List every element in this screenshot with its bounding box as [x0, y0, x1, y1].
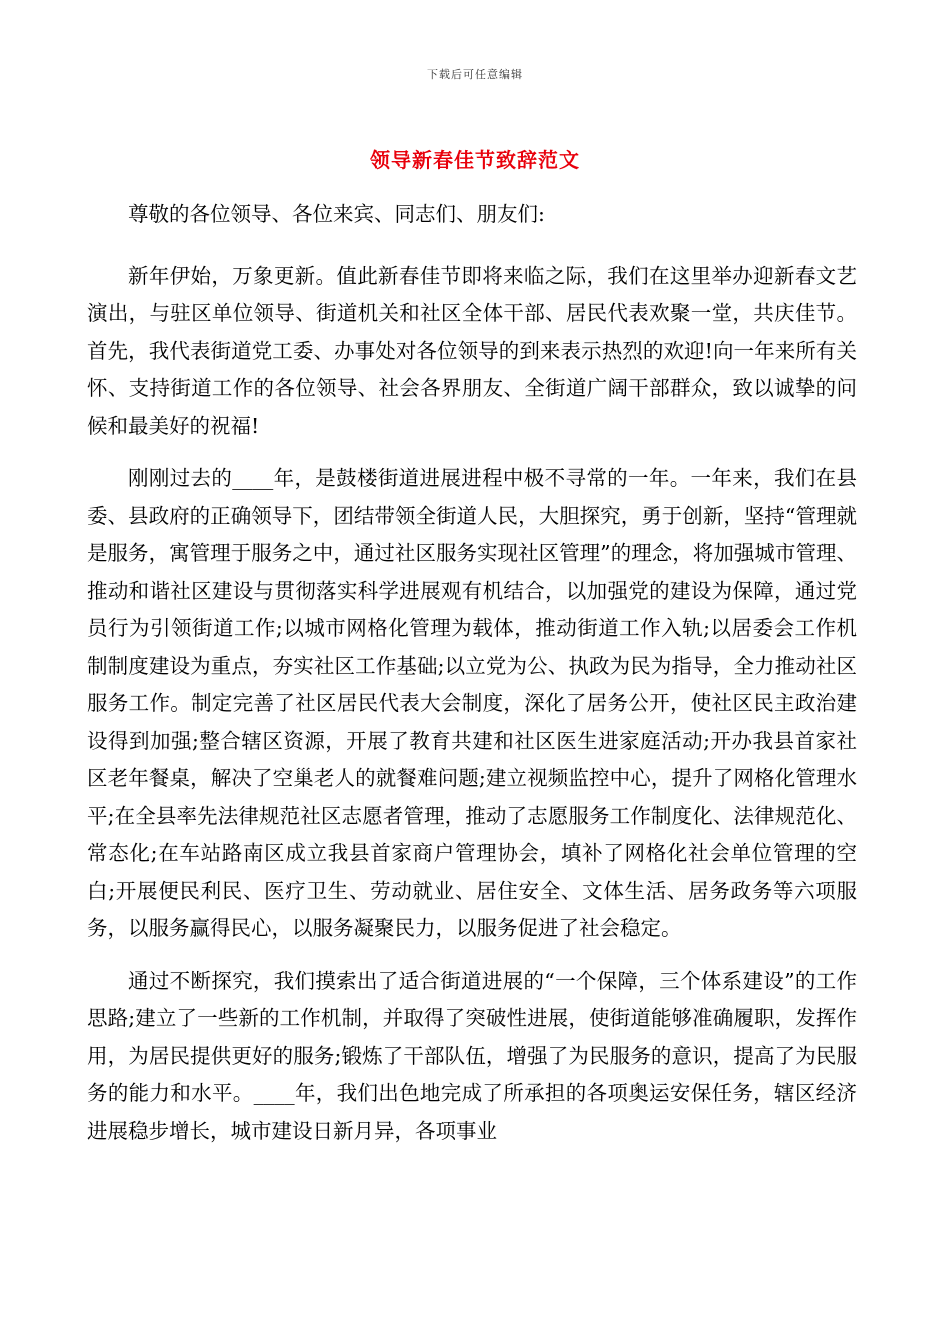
paragraph-greeting: 新年伊始，万象更新。值此新春佳节即将来临之际，我们在这里举办迎新春文艺演出，与驻区单位领导、街道机关和社区全体干部、居民代表欢聚一堂，共庆佳节。首先，我代表街道党工委、办事处对各位领导的到来表示热烈的欢迎!向一年来所有关怀、支持街道工作的各位领导、社会各界朋友、全街道广阔干部群众，致以诚挚的问候和最美好的祝福!: [87, 263, 857, 438]
document-title: 领导新春佳节致辞范文: [370, 148, 580, 172]
paragraph-achievements: 刚刚过去的____年，是鼓楼街道进展进程中极不寻常的一年。一年来，我们在县委、县政府的正确领导下，团结带领全街道人民，大胆探究，勇于创新，坚持“管理就是服务，寓管理于服务之中，通过社区服务实现社区管理”的理念，将加强城市管理、推动和谐社区建设与贯彻落实科学进展观有机结合，以加强党的建设为保障，通过党员行为引领街道工作;以城市网格化管理为载体，推动街道工作入轨;以居委会工作机制制度建设为重点，夯实社区工作基础;以立党为公、执政为民为指导，全力推动社区服务工作。制定完善了社区居民代表大会制度，深化了居务公开，使社区民主政治建设得到加强;整合辖区资源，开展了教育共建和社区医生进家庭活动;开办我县首家社区老年餐桌，解决了空巢老人的就餐难问题;建立视频监控中心，提升了网格化管理水平;在全县率先法律规范社区志愿者管理，推动了志愿服务工作制度化、法律规范化、常态化;在车站路南区成立我县首家商户管理协会，填补了网格化社会单位管理的空白;开展便民利民、医疗卫生、劳动就业、居住安全、文体生活、居务政务等六项服务，以服务赢得民心，以服务凝聚民力，以服务促进了社会稳定。: [87, 466, 857, 940]
header-note: 下载后可任意编辑: [427, 68, 523, 81]
salutation: 尊敬的各位领导、各位来宾、同志们、朋友们:: [128, 202, 545, 226]
document-body: [87, 196, 857, 1165]
paragraph-summary: 通过不断探究，我们摸索出了适合街道进展的“一个保障，三个体系建设”的工作思路;建立了一些新的工作机制，并取得了突破性进展，使街道能够准确履职，发挥作用，为居民提供更好的服务;锻炼了干部队伍，增强了为民服务的意识，提高了为民服务的能力和水平。____年，我们出色地完成了所承担的各项奥运安保任务，辖区经济进展稳步增长，城市建设日新月异，各项事业: [87, 968, 857, 1143]
